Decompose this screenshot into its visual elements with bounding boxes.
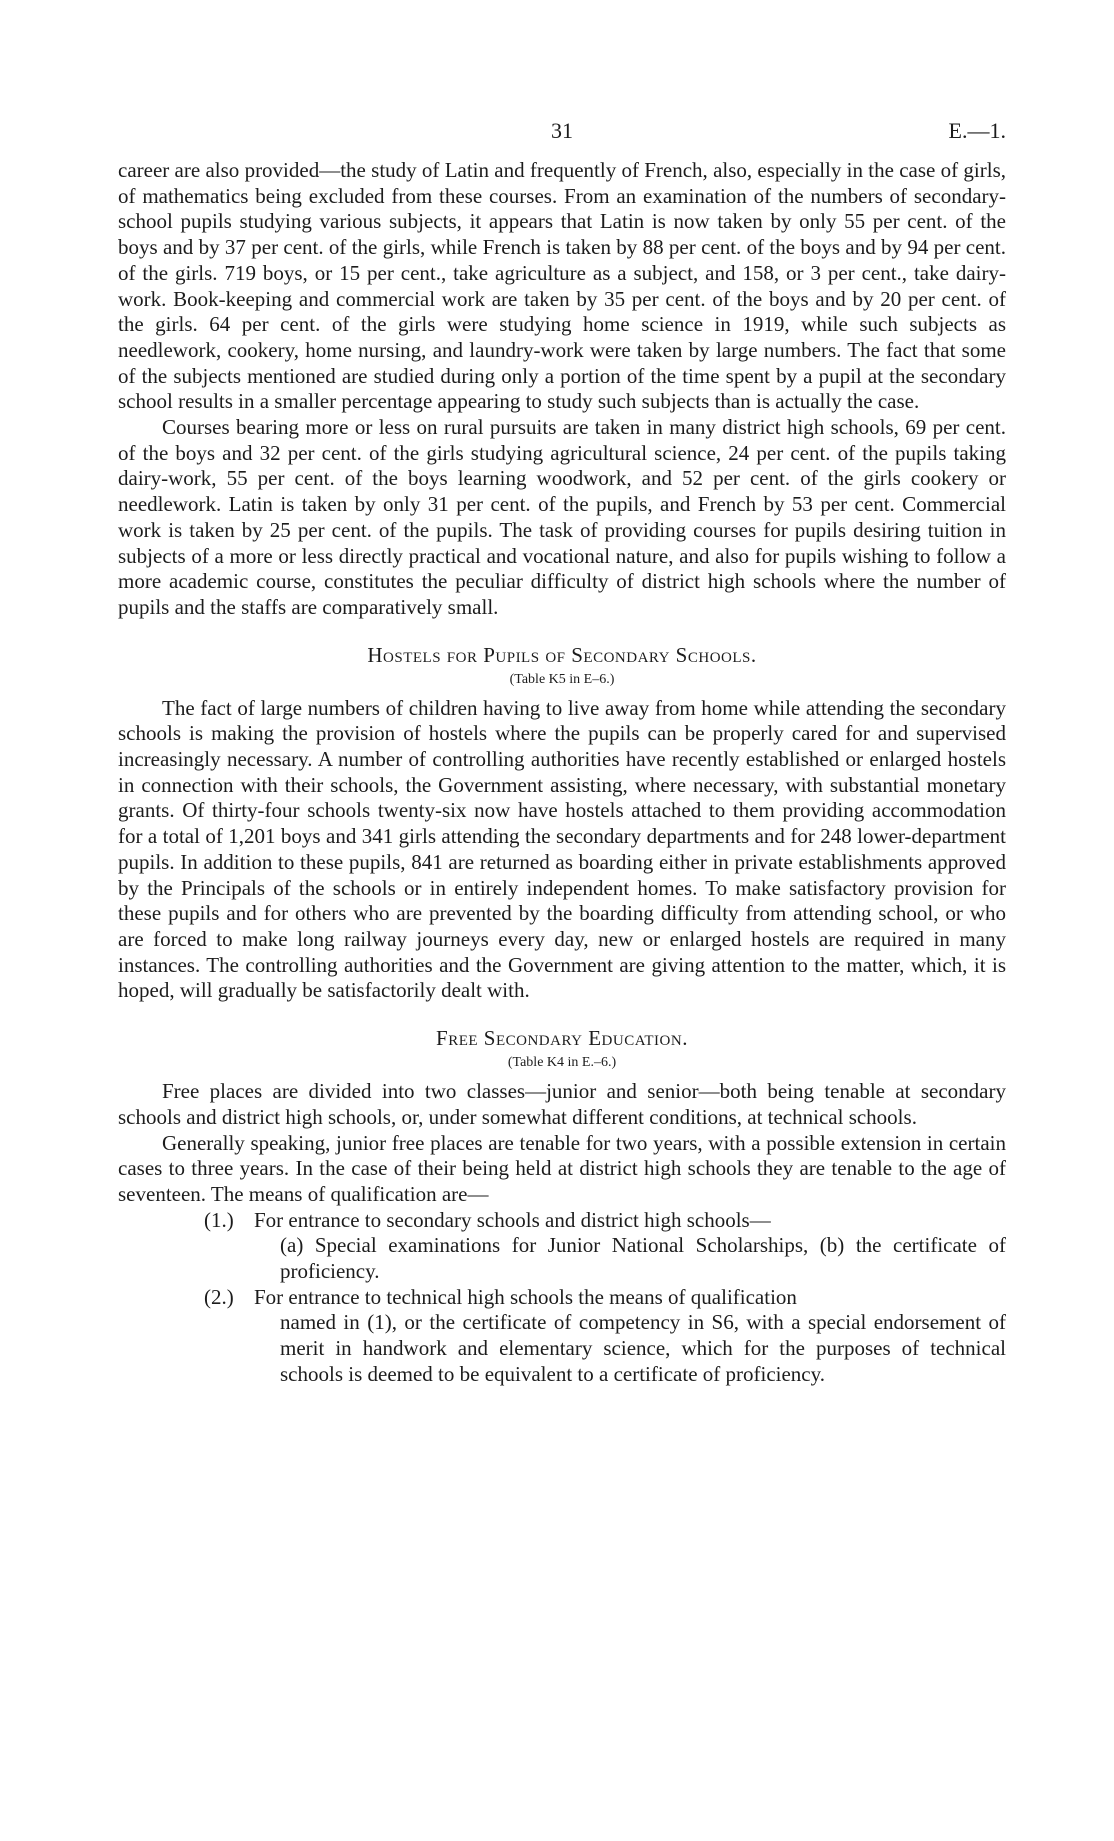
free-education-paragraph-1: Free places are divided into two classes—junior and senior—both being tenable at secondary schools and district high schools, or, under somewhat different conditions, at technical schools. [118,1079,1006,1129]
page-number: 31 [551,118,573,143]
free-education-paragraph-2: Generally speaking, junior free places are tenable for two years, with a possible extension in certain cases to three years. In the case of their being held at district high schools they are tenable to the age of seventeen. The means of qualification are— [118,1130,1006,1206]
item-text [254,1208,1006,1285]
intro-paragraph-1: career are also provided—the study of Latin and frequently of French, also, especially in the case of girls, of mathematics being excluded from these courses. From an examination of the numbers of secondary-school pupils studying various subjects, it appears that Latin is now taken by only 55 per cent. of the boys and by 37 per cent. of the girls, while French is taken by 88 per cent. of the boys and by 94 per cent. of the girls. 719 boys, or 15 per cent., take agriculture as a subject, and 158, or 3 per cent., take dairy-work. Book-keeping and commercial work are taken by 35 per cent. of the boys and by 20 per cent. of the girls. 64 per cent. of the girls were studying home science in 1919, while such subjects as needlework, cookery, home nursing, and laundry-work were taken by large numbers. The fact that some of the subjects mentioned are studied during only a portion of the time spent by a pupil at the secondary school results in a smaller percentage appearing to study such subjects than is actually the case. [118,158,1006,414]
item-text [254,1285,1006,1388]
qualification-item-1 [204,1208,1006,1285]
page-header [118,118,1006,158]
free-education-table-reference: (Table K4 in E.–6.) [507,1055,617,1071]
hostels-table-reference: (Table K5 in E–6.) [509,671,615,687]
hostels-paragraph: The fact of large numbers of children having to live away from home while attending the secondary schools is making the provision of hostels where the pupils can be properly cared for and supervised increasingly necessary. A number of controlling authorities have recently established or enlarged hostels in connection with their schools, the Government assisting, where necessary, with substantial monetary grants. Of thirty-four schools twenty-six now have hostels attached to them providing accommodation for a total of 1,201 boys and 341 girls attending the secondary departments and for 248 lower-department pupils. In addition to these pupils, 841 are returned as boarding either in private establishments approved by the Principals of the schools or in entirely independent homes. To make satisfactory provision for these pupils and for others who are prevented by the boarding difficulty from attending school, or who are forced to make long railway journeys every day, new or enlarged hostels are required in many instances. The controlling authorities and the Government are giving attention to the matter, which, it is hoped, will gradually be satisfactorily dealt with. [118,695,1006,1003]
item-lead: For entrance to secondary schools and district high schools— [254,1207,771,1232]
item-number: (1.) [204,1207,234,1232]
item-continuation: (a) Special examinations for Junior National Scholarships, (b) the certificate of proficiency. [280,1233,1006,1284]
item-lead: For entrance to technical high schools the means of qualification [254,1284,797,1309]
item-number: (2.) [204,1284,234,1309]
qualification-item-2 [204,1285,1006,1388]
document-page [118,118,1006,1388]
free-education-heading: Free Secondary Education. [436,1026,688,1051]
hostels-heading: Hostels for Pupils of Secondary Schools. [367,642,757,667]
item-continuation: named in (1), or the certificate of competency in S6, with a special endorsement of merit in handwork and elementary science, which for the purposes of technical schools is deemed to be equivalent to a certificate of proficiency. [280,1310,1006,1386]
report-code: E.—1. [948,118,1006,143]
intro-paragraph-2: Courses bearing more or less on rural pursuits are taken in many district high schools, 69 per cent. of the boys and 32 per cent. of the girls studying agricultural science, 24 per cent. of the pupils taking dairy-work, 55 per cent. of the boys learning woodwork, and 52 per cent. of the girls cookery or needlework. Latin is taken by only 31 per cent. of the pupils, and French by 53 per cent. Commercial work is taken by 25 per cent. of the pupils. The task of providing courses for pupils desiring tuition in subjects of a more or less directly practical and vocational nature, and also for pupils wishing to follow a more academic course, constitutes the peculiar difficulty of district high schools where the number of pupils and the staffs are comparatively small. [118,415,1006,619]
